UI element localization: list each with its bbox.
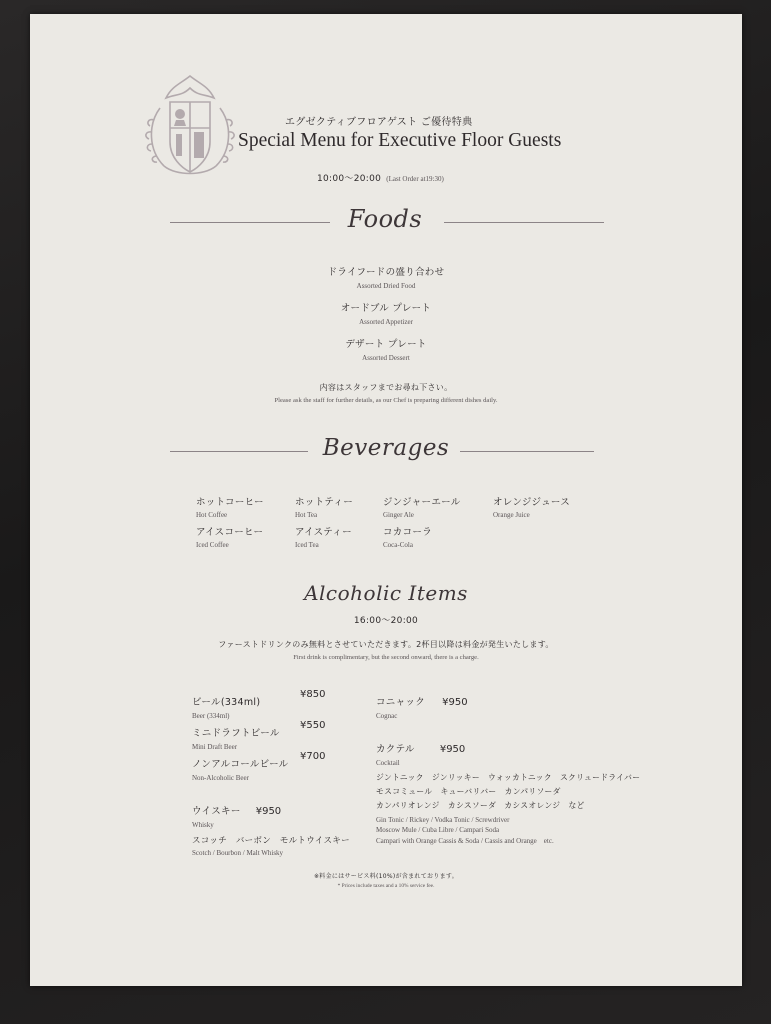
whisky-types-jp: スコッチ バーボン モルトウイスキー: [192, 836, 350, 846]
drink-price: ¥700: [300, 751, 326, 762]
page-title: Special Menu for Executive Floor Guests: [238, 130, 562, 151]
drink-draft-beer: [192, 721, 280, 751]
alcohol-note-en: First drink is complimentary, but the second onward, there is a charge.: [293, 654, 479, 661]
drink-price: ¥850: [300, 689, 326, 700]
drink-cocktail: [376, 737, 640, 846]
cocktail-list-jp: ジントニック ジンリッキー ウォッカトニック スクリュードライバー: [376, 773, 641, 782]
heraldic-crest-icon: [130, 68, 250, 188]
drink-name-en: Cognac: [376, 712, 398, 720]
divider-left: [170, 451, 308, 452]
drink-cognac: [376, 690, 468, 720]
food-item: [236, 300, 536, 326]
foods-note-jp: 内容はスタッフまでお尋ね下さい。: [319, 383, 453, 392]
beverage-item: [295, 524, 352, 549]
beverage-item-en: Iced Tea: [295, 541, 319, 549]
last-order-text: (Last Order at19:30): [386, 175, 444, 183]
drink-whisky: [192, 799, 350, 857]
beverage-item: [493, 494, 570, 519]
beverage-item-en: Hot Coffee: [196, 511, 228, 519]
beverage-item: [383, 524, 432, 549]
divider-right: [444, 222, 604, 223]
cocktail-list-en: Moscow Mule / Cuba Libre / Campari Soda: [376, 826, 500, 834]
drink-price: ¥950: [439, 744, 466, 755]
drink-name-en: Non-Alcoholic Beer: [192, 774, 249, 782]
food-item-en: Assorted Appetizer: [359, 318, 413, 326]
drink-name-en: Mini Draft Beer: [192, 743, 238, 751]
drink-name-jp: ビール(334ml): [192, 697, 261, 708]
cocktail-list-en: Campari with Orange Cassis & Soda / Cassis and Orange etc.: [376, 837, 554, 845]
opening-hours: [317, 166, 444, 185]
footer-note: [236, 871, 536, 889]
beverage-item-en: Coca-Cola: [383, 541, 413, 549]
drink-name-jp: ノンアルコールビール: [192, 759, 289, 770]
alcohol-hours: 16:00～20:00: [353, 616, 419, 626]
beverage-item: [196, 494, 264, 519]
foods-note: [186, 382, 586, 404]
food-item-jp: オードブル プレート: [340, 303, 432, 314]
drink-name-jp: コニャック: [376, 697, 426, 708]
drink-name-en: Cocktail: [376, 759, 400, 767]
whisky-types-en: Scotch / Bourbon / Malt Whisky: [192, 849, 284, 857]
divider-right: [460, 451, 594, 452]
footer-note-jp: ※料金にはサービス料(10%)が含まれております。: [313, 873, 459, 880]
food-item-jp: デザート プレート: [345, 339, 427, 350]
drink-non-alcoholic-beer: [192, 752, 288, 782]
foods-note-en: Please ask the staff for further details, as our Chef is preparing different dishes daily.: [274, 397, 498, 404]
footer-note-en: * Prices include taxes and a 10% service fee.: [337, 883, 435, 889]
beverage-item-jp: アイスティー: [295, 527, 352, 538]
beverages-heading: Beverages: [322, 435, 450, 461]
drink-name-en: Whisky: [192, 821, 214, 829]
beverage-item-en: Orange Juice: [493, 511, 530, 519]
beverage-item-en: Iced Coffee: [196, 541, 229, 549]
drink-name-jp: カクテル: [376, 744, 415, 755]
food-item-jp: ドライフードの盛り合わせ: [327, 267, 445, 278]
beverage-item-jp: アイスコーヒー: [196, 527, 264, 538]
drink-price: ¥550: [300, 720, 326, 731]
food-item-en: Assorted Dried Food: [356, 282, 416, 290]
beverage-item-en: Hot Tea: [295, 511, 318, 519]
food-item: [236, 264, 536, 290]
beverage-item-en: Ginger Ale: [383, 511, 414, 519]
alcohol-note-jp: ファーストドリンクのみ無料とさせていただきます。2杯目以降は料金が発生いたします。: [218, 640, 554, 649]
beverage-item-jp: コカコーラ: [383, 527, 433, 538]
beverage-item: [196, 524, 263, 549]
beverage-item-jp: ホットコーヒー: [196, 497, 264, 508]
food-item: [236, 336, 536, 362]
divider-left: [170, 222, 330, 223]
drink-name-en: Beer (334ml): [192, 712, 230, 720]
drink-price: ¥950: [442, 697, 468, 708]
alcoholic-heading: Alcoholic Items: [304, 581, 468, 605]
food-item-en: Assorted Dessert: [362, 354, 410, 362]
beverage-item-jp: ジンジャーエール: [383, 497, 461, 508]
drink-name-jp: ミニドラフトビール: [192, 728, 280, 739]
cocktail-list-en: Gin Tonic / Rickey / Vodka Tonic / Screwdriver: [376, 816, 510, 824]
foods-heading: Foods: [347, 205, 423, 233]
beverage-item: [383, 494, 461, 519]
title-japanese: エグゼクティブフロアゲスト ご優待特典: [285, 117, 473, 128]
alcohol-note: [176, 639, 596, 661]
hours-text: 10:00～20:00: [317, 174, 382, 184]
drink-price: ¥950: [255, 806, 282, 817]
cocktail-list-jp: カンパリオレンジ カシスソーダ カシスオレンジ など: [376, 801, 585, 810]
cocktail-list-jp: モスコミュール キューバリバー カンパリソーダ: [376, 787, 561, 796]
beverage-item: [295, 494, 353, 519]
beverage-item-jp: ホットティー: [295, 497, 354, 508]
beverage-item-jp: オレンジジュース: [493, 497, 571, 508]
drink-beer: [192, 690, 260, 720]
drink-name-jp: ウイスキー: [192, 806, 241, 817]
menu-card: [30, 14, 742, 986]
